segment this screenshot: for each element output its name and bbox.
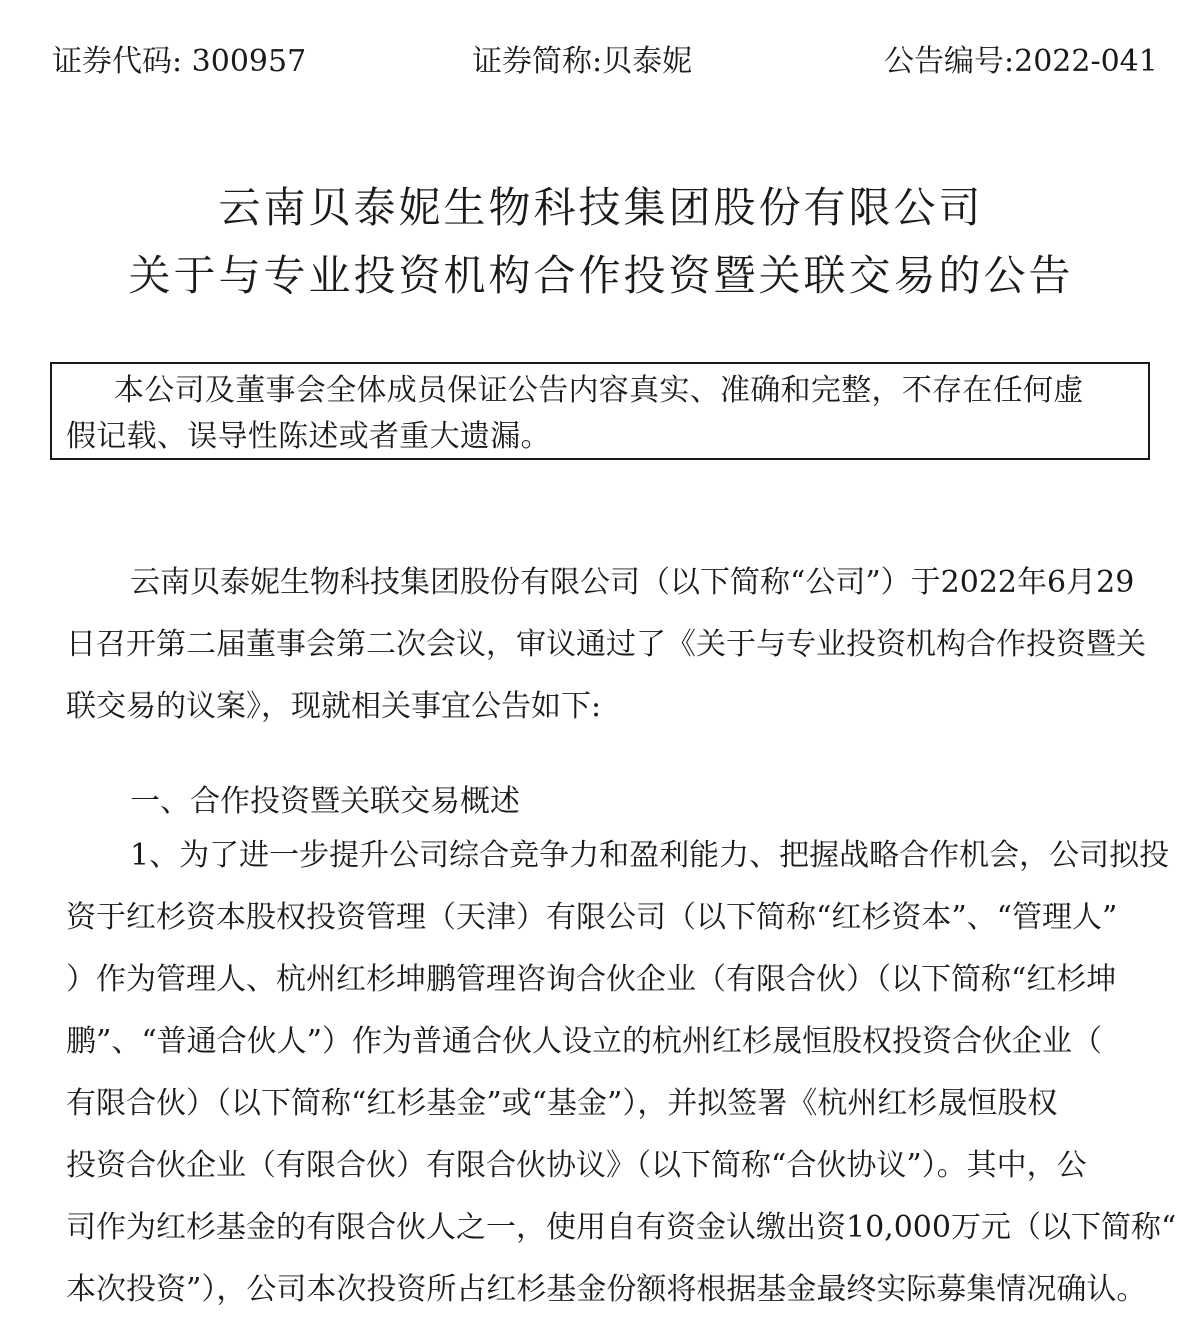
paragraph-line: 1、为了进一步提升公司综合竞争力和盈利能力、把握战略合作机会，公司拟投 [130, 838, 1170, 873]
disclaimer-line-1: 本公司及董事会全体成员保证公告内容真实、准确和完整，不存在任何虚 [114, 373, 1084, 408]
intro-line: 云南贝泰妮生物科技集团股份有限公司（以下简称“公司”）于2022年6月29 [130, 565, 1135, 600]
paragraph-line: 有限合伙）（以下简称“红杉基金”或“基金”），并拟签署《杭州红杉晟恒股权 [66, 1086, 1058, 1121]
paragraph-line: ）作为管理人、杭州红杉坤鹏管理咨询合伙企业（有限合伙）（以下简称“红杉坤 [66, 962, 1117, 997]
intro-line: 联交易的议案》，现就相关事宜公告如下: [66, 689, 602, 724]
paragraph-line: 投资合伙企业（有限合伙）有限合伙协议》（以下简称“合伙协议”）。其中，公 [66, 1148, 1087, 1183]
security-code: 证券代码: 300957 [52, 44, 307, 79]
document-title-line-2: 关于与专业投资机构合作投资暨关联交易的公告 [128, 251, 1074, 300]
document-title-line-1: 云南贝泰妮生物科技集团股份有限公司 [218, 183, 984, 232]
disclaimer-line-2: 假记载、误导性陈述或者重大遗漏。 [66, 419, 551, 454]
paragraph-line: 司作为红杉基金的有限合伙人之一，使用自有资金认缴出资10,000万元（以下简称“ [66, 1210, 1177, 1245]
section-heading: 一、合作投资暨关联交易概述 [130, 784, 520, 819]
paragraph-line: 资于红杉资本股权投资管理（天津）有限公司（以下简称“红杉资本”、“管理人” [66, 900, 1118, 935]
intro-line: 日召开第二届董事会第二次会议，审议通过了《关于与专业投资机构合作投资暨关 [66, 627, 1146, 662]
announcement-number: 公告编号:2022-041 [884, 44, 1158, 79]
paragraph-line: 鹏”、“普通合伙人”）作为普通合伙人设立的杭州红杉晟恒股权投资合伙企业（ [66, 1024, 1103, 1059]
security-abbreviation: 证券简称:贝泰妮 [472, 44, 693, 79]
disclaimer-box [50, 362, 1150, 460]
paragraph-line: 本次投资”），公司本次投资所占红杉基金份额将根据基金最终实际募集情况确认。 [66, 1272, 1147, 1307]
